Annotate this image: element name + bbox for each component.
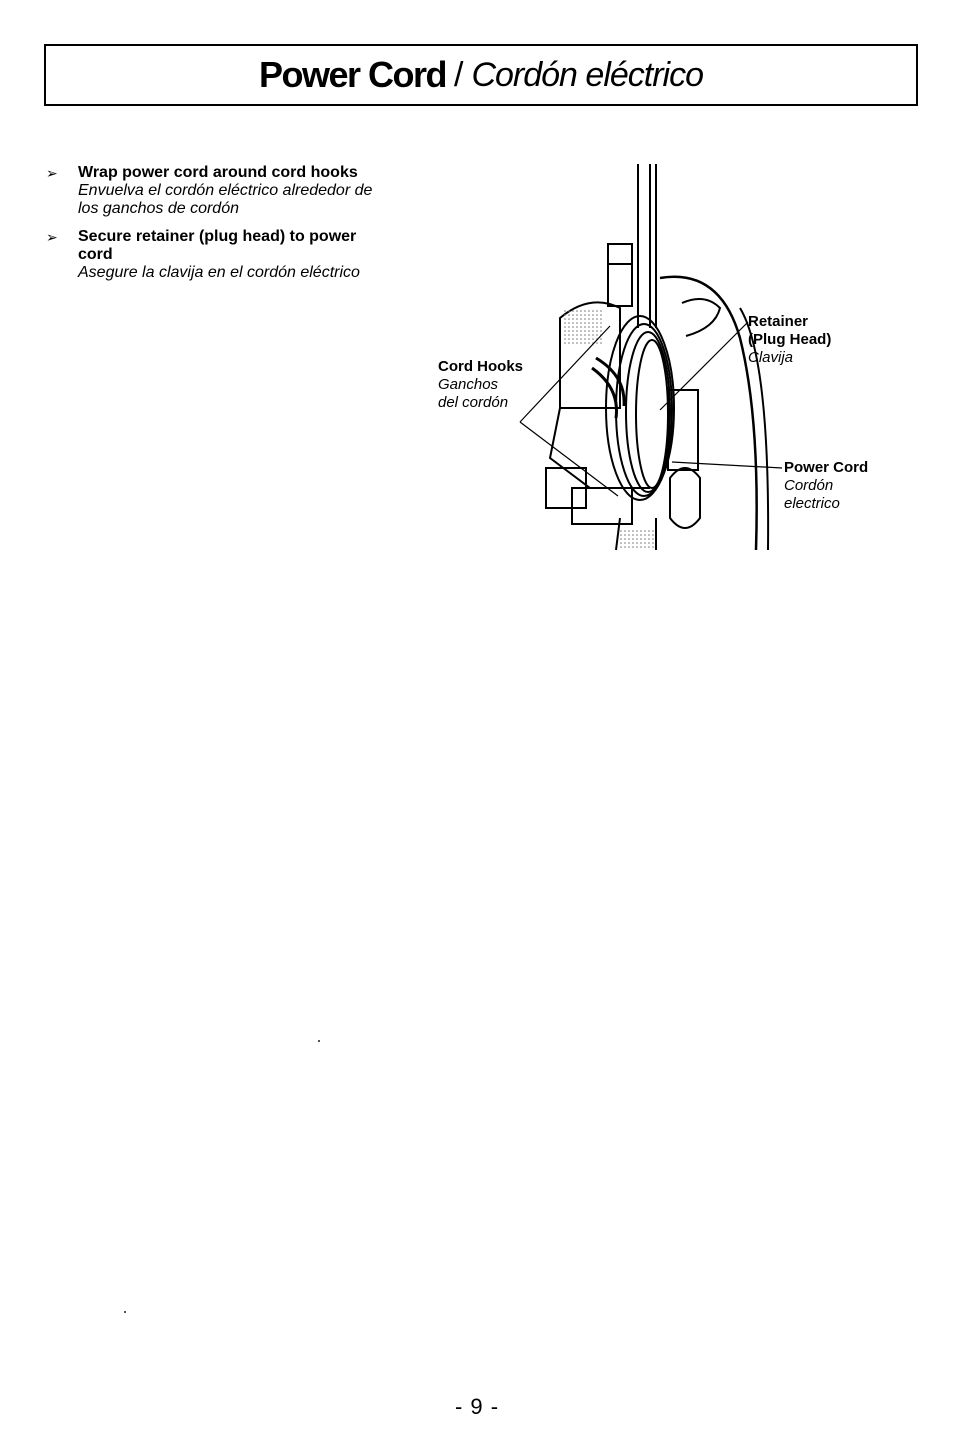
arrow-bullet-icon: ➢ <box>46 165 58 181</box>
scan-speck <box>124 1311 126 1313</box>
power-cord-label-english: Power Cord <box>784 459 869 476</box>
instruction-english: Secure retainer (plug head) to power cord <box>78 228 357 263</box>
cord-hooks-label-english: Cord Hooks <box>438 358 524 375</box>
title-separator: / <box>454 55 464 94</box>
instruction-spanish: Asegure la clavija en el cordón eléctrico <box>78 264 360 281</box>
power-cord-label-spanish-line2: electrico <box>784 495 840 512</box>
retainer-label-english-line2: (Plug Head) <box>748 331 832 348</box>
instruction-step <box>46 164 376 218</box>
cord-hooks-label <box>438 358 523 412</box>
power-cord-label-spanish-line1: Cordón <box>784 477 834 494</box>
page-title-spanish: Cordón eléctrico <box>471 55 704 94</box>
cord-hooks-label-spanish-line2: del cordón <box>438 394 509 411</box>
instruction-step <box>46 228 376 282</box>
cord-hooks-label-spanish-line1: Ganchos <box>438 376 499 393</box>
page-title-english: Power Cord <box>258 54 446 95</box>
power-cord-label <box>784 459 868 513</box>
arrow-bullet-icon: ➢ <box>46 229 58 245</box>
instruction-list <box>46 164 376 292</box>
page-title-box <box>44 44 918 106</box>
retainer-label <box>748 313 831 367</box>
page-number: - 9 - <box>454 1394 500 1419</box>
retainer-label-english-line1: Retainer <box>748 313 809 330</box>
scan-speck <box>318 1040 320 1042</box>
instruction-english: Wrap power cord around cord hooks <box>78 164 358 181</box>
instruction-spanish: Envuelva el cordón eléctrico alrededor de los ganchos de cordón <box>78 182 373 217</box>
retainer-label-spanish: Clavija <box>748 349 794 366</box>
